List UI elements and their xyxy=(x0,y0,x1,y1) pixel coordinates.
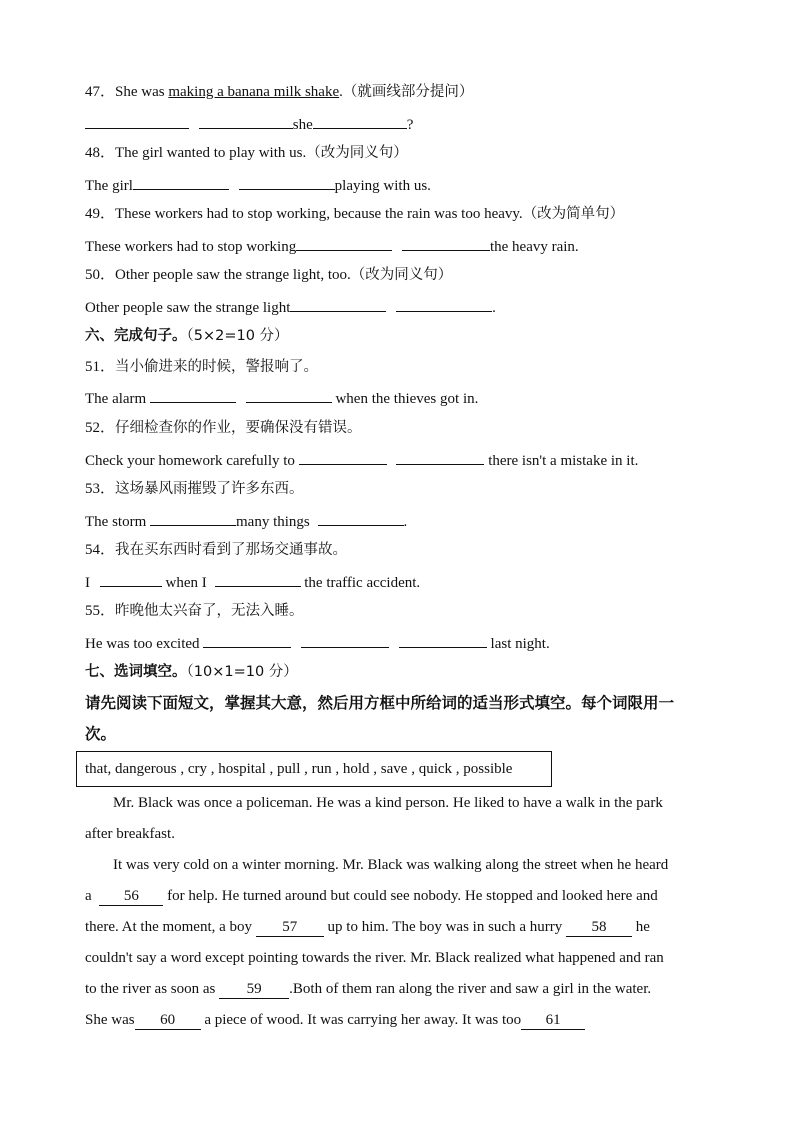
passage-text: She was xyxy=(85,1012,135,1028)
q51-blank-2[interactable] xyxy=(246,387,332,403)
passage-text: to the river as soon as xyxy=(85,981,220,997)
q55-answer xyxy=(85,632,550,654)
q52-question xyxy=(85,418,362,438)
q53-answer xyxy=(85,510,407,532)
passage-p2-line-1: It was very cold on a winter morning. Mr. Black was walking along the street when he heard xyxy=(113,857,669,873)
q47-answer xyxy=(85,113,413,135)
q52-answer-pre: Check your homework carefully to xyxy=(85,453,299,469)
q50-answer-pre: Other people saw the strange light xyxy=(85,300,291,316)
q53-question xyxy=(85,479,304,499)
q54-blank-2[interactable] xyxy=(215,571,301,587)
passage-text: a piece of wood. It was carrying her away. It was too xyxy=(200,1012,522,1028)
q55-answer-pre: He was too excited xyxy=(85,636,204,652)
q53-blank-2[interactable] xyxy=(318,510,404,526)
q48-blank-2[interactable] xyxy=(239,174,335,190)
section-6-title: 六、完成句子。 xyxy=(85,328,187,344)
passage-p1-line-2: after breakfast. xyxy=(85,826,175,842)
q48-answer-post: playing with us. xyxy=(334,178,431,194)
q48-text: The girl wanted to play with us. xyxy=(115,145,307,161)
q47-underlined-text: making a banana milk shake xyxy=(168,84,340,100)
q48-answer xyxy=(85,174,431,196)
q47-answer-end: ? xyxy=(406,117,414,133)
q48-number: 48． xyxy=(85,145,116,161)
section-7-title: 七、选词填空。 xyxy=(85,664,187,680)
q48-blank-1[interactable] xyxy=(133,174,229,190)
passage-p2-line-3 xyxy=(85,917,712,937)
q54-answer-post: the traffic accident. xyxy=(300,575,421,591)
q54-question xyxy=(85,540,347,560)
q51-number: 51． xyxy=(85,359,116,375)
passage-text: he xyxy=(632,919,650,935)
q52-blank-1[interactable] xyxy=(299,449,387,465)
passage-p1-line-1: Mr. Black was once a policeman. He was a kind person. He liked to have a walk in the park xyxy=(113,795,663,811)
passage-text: up to him. The boy was in such a hurry xyxy=(323,919,566,935)
q51-answer xyxy=(85,387,478,409)
q50-answer-post: . xyxy=(492,300,496,316)
q50-instruction: （改为同义句） xyxy=(350,267,453,283)
passage-p2-line-4: couldn't say a word except pointing towards the river. Mr. Black realized what happened and ran xyxy=(85,950,664,966)
q49-text: These workers had to stop working, because the rain was too heavy. xyxy=(115,206,523,222)
q50-number: 50． xyxy=(85,267,116,283)
q55-question xyxy=(85,601,304,621)
q49-answer xyxy=(85,235,579,257)
q49-blank-1[interactable] xyxy=(296,235,392,251)
q47-text-post: . xyxy=(339,84,343,100)
q49-instruction: （改为简单句） xyxy=(522,206,625,222)
blank-60[interactable]: 60 xyxy=(135,1011,201,1030)
passage-p2-line-2 xyxy=(85,886,712,906)
q47-text-pre: She was xyxy=(115,84,169,100)
q53-answer-post: . xyxy=(403,514,408,530)
blank-59[interactable]: 59 xyxy=(219,980,289,999)
q52-answer xyxy=(85,449,638,471)
passage-p2-line-5 xyxy=(85,979,712,999)
q55-blank-1[interactable] xyxy=(203,632,291,648)
q48-answer-pre: The girl xyxy=(85,178,133,194)
q55-number: 55． xyxy=(85,603,116,619)
section-7-score: （10×1=10 分） xyxy=(186,664,298,680)
q52-blank-2[interactable] xyxy=(396,449,484,465)
blank-61[interactable]: 61 xyxy=(521,1011,585,1030)
q50-text: Other people saw the strange light, too. xyxy=(115,267,351,283)
passage-text: for help. He turned around but could see nobody. He stopped and looked here and xyxy=(163,888,658,904)
blank-58[interactable]: 58 xyxy=(566,918,632,937)
q48-instruction: （改为同义句） xyxy=(306,145,408,161)
q51-chinese-text: 当小偷进来的时候，警报响了。 xyxy=(115,359,319,375)
q47-number: 47． xyxy=(85,84,116,100)
q53-answer-pre: The storm xyxy=(85,514,150,530)
q55-chinese-text: 昨晚他太兴奋了，无法入睡。 xyxy=(115,603,304,619)
q53-number: 53． xyxy=(85,481,116,497)
section-6-score: （5×2=10 分） xyxy=(186,328,289,344)
q47-question xyxy=(85,82,473,102)
q48-question xyxy=(85,143,408,163)
section-6-heading xyxy=(85,326,289,346)
q54-answer-mid: when I xyxy=(161,575,211,591)
q55-answer-post: last night. xyxy=(486,636,550,652)
passage-text: .Both of them ran along the river and saw a girl in the water. xyxy=(289,981,652,997)
q50-answer xyxy=(85,296,496,318)
section-7-instruction-line-1: 请先阅读下面短文，掌握其大意，然后用方框中所给词的适当形式填空。每个词限用一 xyxy=(85,694,675,712)
q53-answer-mid: many things xyxy=(236,514,314,530)
blank-56[interactable]: 56 xyxy=(99,887,163,906)
passage-p2-line-6 xyxy=(85,1010,712,1030)
q54-answer-pre: I xyxy=(85,575,94,591)
blank-57[interactable]: 57 xyxy=(256,918,324,937)
q49-answer-pre: These workers had to stop working xyxy=(85,239,297,255)
word-box: that, dangerous , cry , hospital , pull , run , hold , save , quick , possible xyxy=(76,751,552,787)
passage-text: a xyxy=(85,888,96,904)
passage-text: there. At the moment, a boy xyxy=(85,919,256,935)
q47-blank-2[interactable] xyxy=(199,113,293,129)
q47-blank-3[interactable] xyxy=(313,113,407,129)
q49-number: 49． xyxy=(85,206,116,222)
q47-instruction: （就画线部分提问） xyxy=(342,84,474,100)
q53-chinese-text: 这场暴风雨摧毁了许多东西。 xyxy=(115,481,304,497)
q49-question xyxy=(85,204,624,224)
q47-answer-she: she xyxy=(292,117,313,133)
q54-chinese-text: 我在买东西时看到了那场交通事故。 xyxy=(115,542,348,558)
q49-blank-2[interactable] xyxy=(402,235,490,251)
q50-blank-2[interactable] xyxy=(396,296,492,312)
q51-answer-post: when the thieves got in. xyxy=(331,391,479,407)
q52-chinese-text: 仔细检查你的作业，要确保没有错误。 xyxy=(115,420,362,436)
q54-blank-1[interactable] xyxy=(100,571,162,587)
section-7-instruction-line-2: 次。 xyxy=(85,725,117,743)
section-7-heading xyxy=(85,662,298,682)
q50-blank-1[interactable] xyxy=(290,296,386,312)
q55-blank-2[interactable] xyxy=(301,632,389,648)
q54-number: 54． xyxy=(85,542,116,558)
q51-blank-1[interactable] xyxy=(150,387,236,403)
q54-answer xyxy=(85,571,420,593)
q50-question xyxy=(85,265,452,285)
q52-answer-post: there isn't a mistake in it. xyxy=(484,453,639,469)
q51-answer-pre: The alarm xyxy=(85,391,150,407)
q47-blank-1[interactable] xyxy=(85,113,189,129)
q49-answer-post: the heavy rain. xyxy=(489,239,579,255)
q53-blank-1[interactable] xyxy=(150,510,236,526)
q51-question xyxy=(85,357,318,377)
q55-blank-3[interactable] xyxy=(399,632,487,648)
q52-number: 52． xyxy=(85,420,116,436)
